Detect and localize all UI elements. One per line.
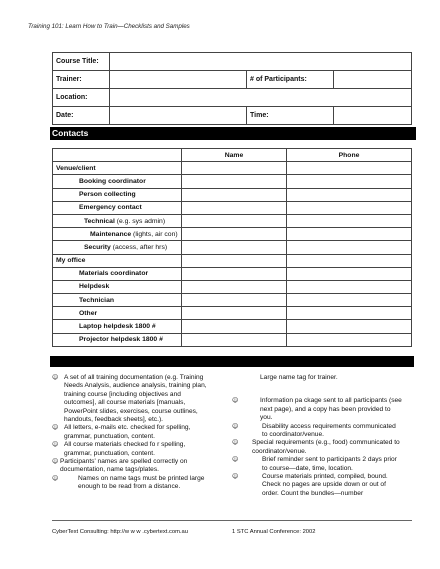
checklist-item bbox=[52, 374, 210, 424]
contact-row bbox=[53, 280, 412, 293]
contact-role-text: Technical bbox=[84, 217, 115, 225]
checklist-item bbox=[232, 397, 402, 422]
smiley-bullet-icon: ☺ bbox=[232, 473, 239, 481]
contact-role-label bbox=[53, 307, 182, 320]
checklist-item bbox=[52, 458, 210, 475]
contact-name-field[interactable] bbox=[182, 333, 287, 346]
contact-role-text: Materials coordinator bbox=[79, 270, 149, 278]
contact-role-label bbox=[53, 162, 182, 175]
contact-row bbox=[53, 320, 412, 333]
course-title-label: Course Title: bbox=[53, 53, 110, 71]
contacts-header-name: Name bbox=[182, 149, 287, 162]
contact-row bbox=[53, 175, 412, 188]
contact-phone-field[interactable] bbox=[287, 241, 412, 254]
contact-role-text: Projector helpdesk 1800 # bbox=[79, 336, 163, 344]
smiley-bullet-icon: ☺ bbox=[52, 474, 59, 482]
contact-phone-field[interactable] bbox=[287, 254, 412, 267]
smiley-bullet-icon: ☺ bbox=[232, 439, 239, 447]
contact-role-text: Security bbox=[84, 243, 111, 251]
checklist-item-text: Disability access requirements communicated to coordinator/venue. bbox=[262, 422, 396, 439]
contact-name-field[interactable] bbox=[182, 228, 287, 241]
contact-role-text: Other bbox=[79, 309, 98, 317]
contact-role-note: (lights, air con) bbox=[131, 230, 178, 238]
smiley-bullet-icon: ☺ bbox=[232, 422, 239, 430]
contact-role-label bbox=[53, 280, 182, 293]
contact-row bbox=[53, 254, 412, 267]
contact-row bbox=[53, 267, 412, 280]
checklist-item bbox=[52, 441, 210, 458]
smiley-bullet-icon: ☺ bbox=[232, 397, 239, 405]
participants-label: # of Participants: bbox=[247, 71, 334, 89]
contact-row bbox=[53, 228, 412, 241]
contact-phone-field[interactable] bbox=[287, 333, 412, 346]
contact-role-text: Person collecting bbox=[79, 191, 136, 199]
page-header: Training 101: Learn How to Train—Checklists and Samples bbox=[28, 23, 190, 30]
contact-role-label bbox=[53, 214, 182, 227]
contact-phone-field[interactable] bbox=[287, 188, 412, 201]
contact-role-text: Venue/client bbox=[56, 164, 96, 172]
contact-row bbox=[53, 307, 412, 320]
contact-role-note: (e.g. sys admin) bbox=[114, 217, 166, 225]
contact-role-note: (access, after hrs) bbox=[110, 243, 168, 251]
checklist-item bbox=[52, 424, 210, 441]
contact-row bbox=[53, 333, 412, 346]
checklist-item-text: Course materials printed, compiled, bound. Check no pages are upside down or out of order. Count the bundles—number bbox=[262, 473, 388, 497]
contact-role-label bbox=[53, 254, 182, 267]
contact-phone-field[interactable] bbox=[287, 162, 412, 175]
trainer-label: Trainer: bbox=[53, 71, 110, 89]
checklist-item bbox=[232, 473, 402, 498]
contacts-header-blank bbox=[53, 149, 182, 162]
contact-row bbox=[53, 201, 412, 214]
date-field[interactable] bbox=[110, 107, 247, 125]
course-info-table bbox=[52, 52, 412, 125]
checklist-item bbox=[232, 423, 402, 440]
contact-role-text: My office bbox=[56, 257, 86, 265]
contact-row bbox=[53, 214, 412, 227]
smiley-bullet-icon: ☺ bbox=[232, 456, 239, 464]
contact-role-label bbox=[53, 188, 182, 201]
contact-role-label bbox=[53, 333, 182, 346]
footer-left: CyberText Consulting: http://w w w .cybertext.com.au bbox=[52, 529, 188, 535]
participants-field[interactable] bbox=[334, 71, 412, 89]
contact-role-text: Laptop helpdesk 1800 # bbox=[79, 323, 156, 331]
contact-phone-field[interactable] bbox=[287, 320, 412, 333]
contact-phone-field[interactable] bbox=[287, 267, 412, 280]
contact-phone-field[interactable] bbox=[287, 214, 412, 227]
contact-row bbox=[53, 241, 412, 254]
contact-role-text: Technician bbox=[79, 296, 114, 304]
contact-phone-field[interactable] bbox=[287, 280, 412, 293]
footer-right: 1 STC Annual Conference: 2002 bbox=[232, 529, 316, 535]
contact-role-label bbox=[53, 267, 182, 280]
contact-phone-field[interactable] bbox=[287, 307, 412, 320]
location-label: Location: bbox=[53, 89, 110, 107]
contact-phone-field[interactable] bbox=[287, 201, 412, 214]
contact-phone-field[interactable] bbox=[287, 294, 412, 307]
contact-name-field[interactable] bbox=[182, 280, 287, 293]
contact-name-field[interactable] bbox=[182, 307, 287, 320]
contact-row bbox=[53, 188, 412, 201]
smiley-bullet-icon: ☺ bbox=[52, 424, 59, 432]
smiley-bullet-icon: ☺ bbox=[52, 458, 59, 466]
contact-name-field[interactable] bbox=[182, 267, 287, 280]
checklist-right-intro: Large name tag for trainer. bbox=[260, 374, 338, 381]
contact-name-field[interactable] bbox=[182, 162, 287, 175]
checklist-item-text: Information pa ckage sent to all participants (see next page), and a copy has been provided to you. bbox=[260, 397, 402, 422]
course-title-field[interactable] bbox=[110, 53, 412, 71]
contact-name-field[interactable] bbox=[182, 188, 287, 201]
contact-row bbox=[53, 294, 412, 307]
contact-name-field[interactable] bbox=[182, 175, 287, 188]
contact-name-field[interactable] bbox=[182, 241, 287, 254]
contacts-title-bar bbox=[50, 127, 416, 140]
checklist-left-column bbox=[52, 374, 210, 492]
time-field[interactable] bbox=[334, 107, 412, 125]
footer-divider bbox=[52, 520, 412, 521]
checklist-right-column bbox=[232, 374, 402, 498]
contacts-header-phone: Phone bbox=[287, 149, 412, 162]
checklist-item-text: Special requirements (e.g., food) communicated to coordinator/venue. bbox=[252, 439, 400, 455]
contact-role-text: Maintenance bbox=[90, 230, 132, 238]
contact-role-label bbox=[53, 175, 182, 188]
checklist-item bbox=[52, 475, 210, 492]
contact-name-field[interactable] bbox=[182, 201, 287, 214]
checklist-item bbox=[232, 456, 402, 473]
contact-role-label bbox=[53, 201, 182, 214]
checklist-item-text: Participants' names are spelled correctly on documentation, name tags/plates. bbox=[60, 458, 188, 474]
contact-role-text: Helpdesk bbox=[79, 283, 110, 291]
contact-name-field[interactable] bbox=[182, 294, 287, 307]
smiley-bullet-icon: ☺ bbox=[52, 441, 59, 449]
checklist-item-text: All letters, e-mails etc. checked for spelling, grammar, punctuation, content. bbox=[64, 424, 191, 440]
contact-phone-field[interactable] bbox=[287, 228, 412, 241]
contact-phone-field[interactable] bbox=[287, 175, 412, 188]
contact-role-label bbox=[53, 294, 182, 307]
contact-row bbox=[53, 162, 412, 175]
location-field[interactable] bbox=[110, 89, 412, 107]
checklist-item-text: A set of all training documentation (e.g. Training Needs Analysis, audience analysis, training plan, training course [including objectives and outcomes], all course materials [manuals, PowerPoint slides, exercises, course outlines, handouts, feedback sheets], etc.). bbox=[64, 374, 207, 424]
date-label: Date: bbox=[53, 107, 110, 125]
contact-role-label bbox=[53, 228, 182, 241]
time-label: Time: bbox=[247, 107, 334, 125]
checklist-title-bar bbox=[50, 356, 414, 367]
contact-name-field[interactable] bbox=[182, 214, 287, 227]
contact-role-label bbox=[53, 241, 182, 254]
checklist-item-text: Names on name tags must be printed large enough to be read from a distance. bbox=[78, 474, 205, 491]
contacts-title: Contacts bbox=[52, 128, 89, 138]
contacts-table bbox=[52, 148, 412, 347]
contact-name-field[interactable] bbox=[182, 254, 287, 267]
contact-name-field[interactable] bbox=[182, 320, 287, 333]
checklist-item-text: All course materials checked fo r spelling, grammar, punctuation, content. bbox=[64, 441, 186, 457]
trainer-field[interactable] bbox=[110, 71, 247, 89]
contact-role-label bbox=[53, 320, 182, 333]
contact-role-text: Booking coordinator bbox=[79, 177, 146, 185]
checklist-item bbox=[232, 439, 402, 456]
checklist-item-text: Brief reminder sent to participants 2 days prior to course—date, time, location. bbox=[262, 456, 397, 472]
contact-role-text: Emergency contact bbox=[79, 204, 142, 212]
smiley-bullet-icon: ☺ bbox=[52, 374, 59, 381]
